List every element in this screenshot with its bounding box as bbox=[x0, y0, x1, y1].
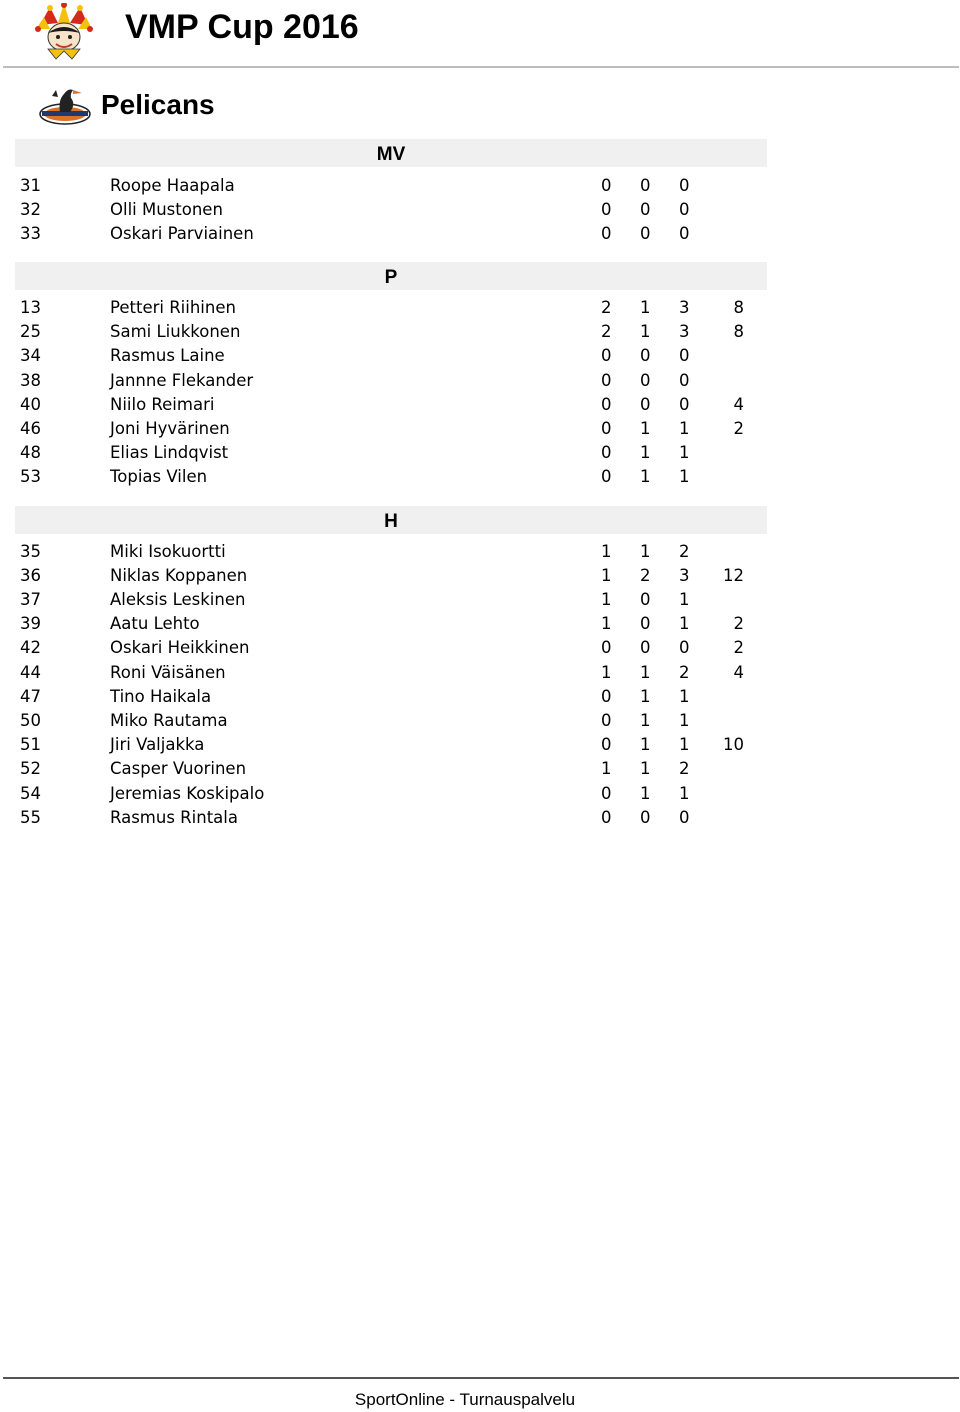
player-number: 38 bbox=[20, 371, 41, 390]
table-row bbox=[0, 417, 960, 441]
player-penalty-minutes: 12 bbox=[723, 566, 744, 585]
player-points: 1 bbox=[679, 784, 690, 803]
player-name: Sami Liukkonen bbox=[110, 322, 241, 341]
table-row bbox=[0, 344, 960, 368]
player-number: 40 bbox=[20, 395, 41, 414]
player-goals: 0 bbox=[601, 638, 612, 657]
player-points: 0 bbox=[679, 176, 690, 195]
table-row bbox=[0, 174, 960, 198]
player-name: Rasmus Rintala bbox=[110, 808, 238, 827]
player-number: 52 bbox=[20, 759, 41, 778]
player-goals: 0 bbox=[601, 784, 612, 803]
table-row bbox=[0, 757, 960, 781]
team-name: Pelicans bbox=[101, 89, 215, 120]
player-points: 2 bbox=[679, 542, 690, 561]
player-points: 3 bbox=[679, 322, 690, 341]
player-points: 1 bbox=[679, 711, 690, 730]
player-points: 3 bbox=[679, 298, 690, 317]
player-penalty-minutes: 2 bbox=[733, 614, 744, 633]
jester-logo-icon bbox=[34, 3, 94, 61]
table-row bbox=[0, 685, 960, 709]
player-points: 0 bbox=[679, 224, 690, 243]
player-goals: 2 bbox=[601, 322, 612, 341]
player-name: Elias Lindqvist bbox=[110, 443, 229, 462]
player-points: 1 bbox=[679, 590, 690, 609]
player-name: Jannne Flekander bbox=[110, 371, 254, 390]
player-number: 54 bbox=[20, 784, 41, 803]
player-number: 46 bbox=[20, 419, 41, 438]
section-title: P bbox=[384, 267, 398, 288]
player-assists: 1 bbox=[640, 419, 651, 438]
table-row bbox=[0, 441, 960, 465]
section-header-h bbox=[15, 506, 767, 534]
player-points: 0 bbox=[679, 371, 690, 390]
player-points: 1 bbox=[679, 419, 690, 438]
player-assists: 1 bbox=[640, 711, 651, 730]
player-assists: 1 bbox=[640, 467, 651, 486]
player-goals: 1 bbox=[601, 542, 612, 561]
player-goals: 0 bbox=[601, 808, 612, 827]
player-number: 31 bbox=[20, 176, 41, 195]
table-row bbox=[0, 296, 960, 320]
player-number: 33 bbox=[20, 224, 41, 243]
player-goals: 0 bbox=[601, 687, 612, 706]
player-goals: 0 bbox=[601, 735, 612, 754]
player-number: 25 bbox=[20, 322, 41, 341]
player-number: 32 bbox=[20, 200, 41, 219]
player-penalty-minutes: 2 bbox=[733, 638, 744, 657]
player-assists: 0 bbox=[640, 590, 651, 609]
player-goals: 0 bbox=[601, 176, 612, 195]
player-number: 51 bbox=[20, 735, 41, 754]
player-name: Roope Haapala bbox=[110, 176, 235, 195]
player-assists: 1 bbox=[640, 298, 651, 317]
section-header-mv bbox=[15, 139, 767, 167]
player-number: 37 bbox=[20, 590, 41, 609]
player-name: Petteri Riihinen bbox=[110, 298, 236, 317]
player-points: 1 bbox=[679, 687, 690, 706]
player-points: 1 bbox=[679, 614, 690, 633]
player-number: 53 bbox=[20, 467, 41, 486]
player-name: Topias Vilen bbox=[110, 467, 208, 486]
player-assists: 0 bbox=[640, 614, 651, 633]
player-name: Jeremias Koskipalo bbox=[110, 784, 265, 803]
player-assists: 1 bbox=[640, 784, 651, 803]
table-row bbox=[0, 636, 960, 660]
table-row bbox=[0, 782, 960, 806]
table-row bbox=[0, 222, 960, 246]
player-points: 0 bbox=[679, 638, 690, 657]
player-name: Niilo Reimari bbox=[110, 395, 215, 414]
player-points: 0 bbox=[679, 346, 690, 365]
player-goals: 0 bbox=[601, 467, 612, 486]
player-number: 36 bbox=[20, 566, 41, 585]
player-points: 1 bbox=[679, 467, 690, 486]
player-assists: 0 bbox=[640, 395, 651, 414]
player-goals: 0 bbox=[601, 371, 612, 390]
table-row bbox=[0, 393, 960, 417]
section-header-p bbox=[15, 262, 767, 290]
player-goals: 1 bbox=[601, 663, 612, 682]
player-penalty-minutes: 4 bbox=[733, 663, 744, 682]
player-points: 0 bbox=[679, 200, 690, 219]
player-goals: 1 bbox=[601, 614, 612, 633]
player-number: 47 bbox=[20, 687, 41, 706]
player-name: Joni Hyvärinen bbox=[110, 419, 230, 438]
player-assists: 2 bbox=[640, 566, 651, 585]
player-number: 35 bbox=[20, 542, 41, 561]
player-number: 13 bbox=[20, 298, 41, 317]
player-points: 0 bbox=[679, 808, 690, 827]
player-assists: 1 bbox=[640, 322, 651, 341]
player-assists: 1 bbox=[640, 663, 651, 682]
player-assists: 0 bbox=[640, 371, 651, 390]
player-goals: 0 bbox=[601, 395, 612, 414]
table-row bbox=[0, 588, 960, 612]
player-points: 2 bbox=[679, 759, 690, 778]
player-number: 34 bbox=[20, 346, 41, 365]
player-assists: 1 bbox=[640, 759, 651, 778]
player-goals: 0 bbox=[601, 443, 612, 462]
player-goals: 0 bbox=[601, 346, 612, 365]
player-points: 0 bbox=[679, 395, 690, 414]
player-assists: 0 bbox=[640, 200, 651, 219]
table-row bbox=[0, 540, 960, 564]
footer-divider bbox=[3, 1377, 959, 1379]
player-points: 3 bbox=[679, 566, 690, 585]
player-goals: 2 bbox=[601, 298, 612, 317]
player-penalty-minutes: 4 bbox=[733, 395, 744, 414]
player-number: 44 bbox=[20, 663, 41, 682]
player-goals: 1 bbox=[601, 566, 612, 585]
player-name: Roni Väisänen bbox=[110, 663, 226, 682]
player-assists: 0 bbox=[640, 808, 651, 827]
player-name: Rasmus Laine bbox=[110, 346, 225, 365]
header-divider bbox=[3, 66, 959, 68]
footer-text: SportOnline - Turnauspalvelu bbox=[354, 1390, 576, 1409]
player-points: 2 bbox=[679, 663, 690, 682]
player-assists: 1 bbox=[640, 443, 651, 462]
player-goals: 0 bbox=[601, 200, 612, 219]
section-title: MV bbox=[376, 144, 406, 165]
table-row bbox=[0, 612, 960, 636]
table-row bbox=[0, 733, 960, 757]
player-name: Niklas Koppanen bbox=[110, 566, 248, 585]
player-number: 48 bbox=[20, 443, 41, 462]
player-name: Casper Vuorinen bbox=[110, 759, 247, 778]
table-row bbox=[0, 320, 960, 344]
player-assists: 0 bbox=[640, 224, 651, 243]
table-row bbox=[0, 661, 960, 685]
player-number: 39 bbox=[20, 614, 41, 633]
table-row bbox=[0, 369, 960, 393]
player-name: Miko Rautama bbox=[110, 711, 228, 730]
pelicans-logo-icon bbox=[38, 84, 92, 128]
player-assists: 1 bbox=[640, 542, 651, 561]
player-name: Miki Isokuortti bbox=[110, 542, 226, 561]
page-title: VMP Cup 2016 bbox=[125, 8, 359, 46]
table-row bbox=[0, 806, 960, 830]
player-name: Aleksis Leskinen bbox=[110, 590, 246, 609]
page-header bbox=[0, 0, 960, 68]
player-number: 42 bbox=[20, 638, 41, 657]
player-name: Tino Haikala bbox=[110, 687, 212, 706]
player-goals: 0 bbox=[601, 224, 612, 243]
table-row bbox=[0, 564, 960, 588]
player-name: Oskari Heikkinen bbox=[110, 638, 250, 657]
player-name: Olli Mustonen bbox=[110, 200, 223, 219]
player-assists: 1 bbox=[640, 687, 651, 706]
player-assists: 0 bbox=[640, 638, 651, 657]
player-assists: 0 bbox=[640, 176, 651, 195]
player-assists: 0 bbox=[640, 346, 651, 365]
player-goals: 0 bbox=[601, 711, 612, 730]
player-number: 50 bbox=[20, 711, 41, 730]
player-points: 1 bbox=[679, 443, 690, 462]
player-penalty-minutes: 8 bbox=[733, 298, 744, 317]
player-points: 1 bbox=[679, 735, 690, 754]
player-penalty-minutes: 2 bbox=[733, 419, 744, 438]
player-penalty-minutes: 8 bbox=[733, 322, 744, 341]
player-name: Oskari Parviainen bbox=[110, 224, 254, 243]
player-penalty-minutes: 10 bbox=[723, 735, 744, 754]
player-number: 55 bbox=[20, 808, 41, 827]
player-goals: 1 bbox=[601, 759, 612, 778]
player-goals: 0 bbox=[601, 419, 612, 438]
player-assists: 1 bbox=[640, 735, 651, 754]
section-title: H bbox=[384, 511, 398, 532]
player-name: Jiri Valjakka bbox=[110, 735, 205, 754]
table-row bbox=[0, 198, 960, 222]
player-goals: 1 bbox=[601, 590, 612, 609]
player-name: Aatu Lehto bbox=[110, 614, 200, 633]
table-row bbox=[0, 709, 960, 733]
table-row bbox=[0, 465, 960, 489]
